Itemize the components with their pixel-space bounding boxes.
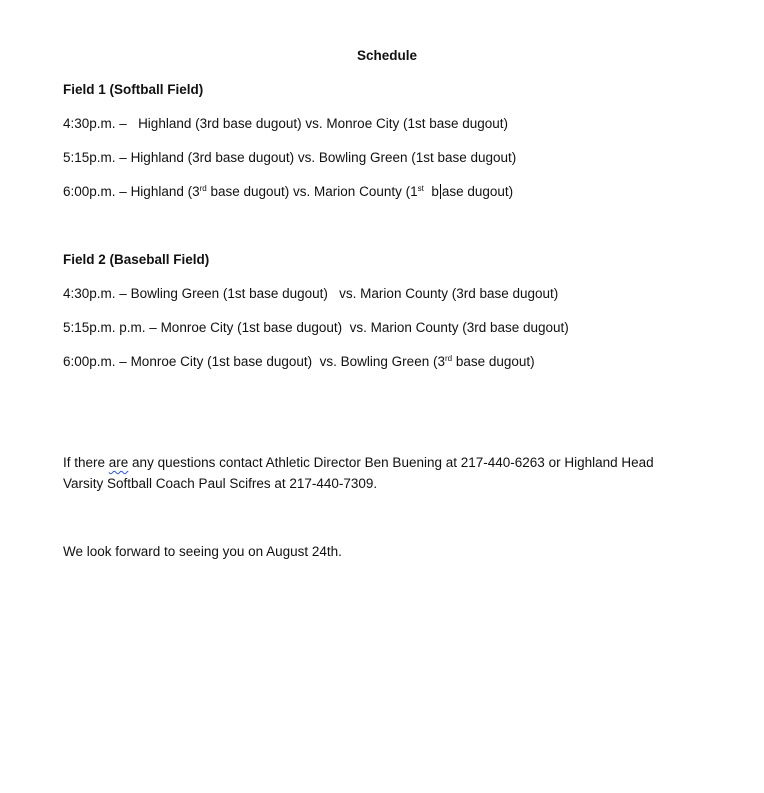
field2-game-2: [63, 319, 569, 336]
document-title: Schedule: [356, 48, 418, 63]
field2-game-3: [63, 353, 535, 370]
game-time: 6:00p.m. –: [63, 354, 127, 369]
game-matchup: Monroe City (1st base dugout) vs. Marion County (3rd base dugout): [160, 320, 569, 335]
text-cursor: [440, 184, 441, 199]
field1-game-2: [63, 149, 516, 166]
field1-heading: Field 1 (Softball Field): [63, 82, 204, 97]
game-matchup: Monroe City (1st base dugout) vs. Bowling Green (3rd base dugout): [130, 354, 535, 369]
game-time: 5:15p.m. –: [63, 150, 127, 165]
game-time: 6:00p.m. –: [63, 184, 127, 199]
field2-game-1: [63, 285, 558, 302]
game-matchup: Highland (3rd base dugout) vs. Bowling Green (1st base dugout): [130, 150, 517, 165]
game-matchup: Highland (3rd base dugout) vs. Monroe City (1st base dugout): [138, 116, 509, 131]
game-time: 5:15p.m. p.m. –: [63, 320, 157, 335]
contact-paragraph: If there are any questions contact Athletic Director Ben Buening at 217-440-6263 or Highland Head Varsity Softball Coach Paul Scifres at 217-440-7309.: [63, 455, 654, 491]
game-time: 4:30p.m. –: [63, 286, 127, 301]
field1-game-1: [63, 115, 508, 132]
field2-heading: Field 2 (Baseball Field): [63, 252, 210, 267]
closing-text: We look forward to seeing you on August 24th.: [63, 544, 342, 559]
game-time: 4:30p.m. –: [63, 116, 127, 131]
game-matchup: Highland (3rd base dugout) vs. Marion County (1st b ase dugout): [130, 184, 514, 199]
grammar-flag[interactable]: are: [108, 455, 129, 470]
game-matchup: Bowling Green (1st base dugout) vs. Marion County (3rd base dugout): [130, 286, 559, 301]
field1-game-3: [63, 183, 513, 200]
